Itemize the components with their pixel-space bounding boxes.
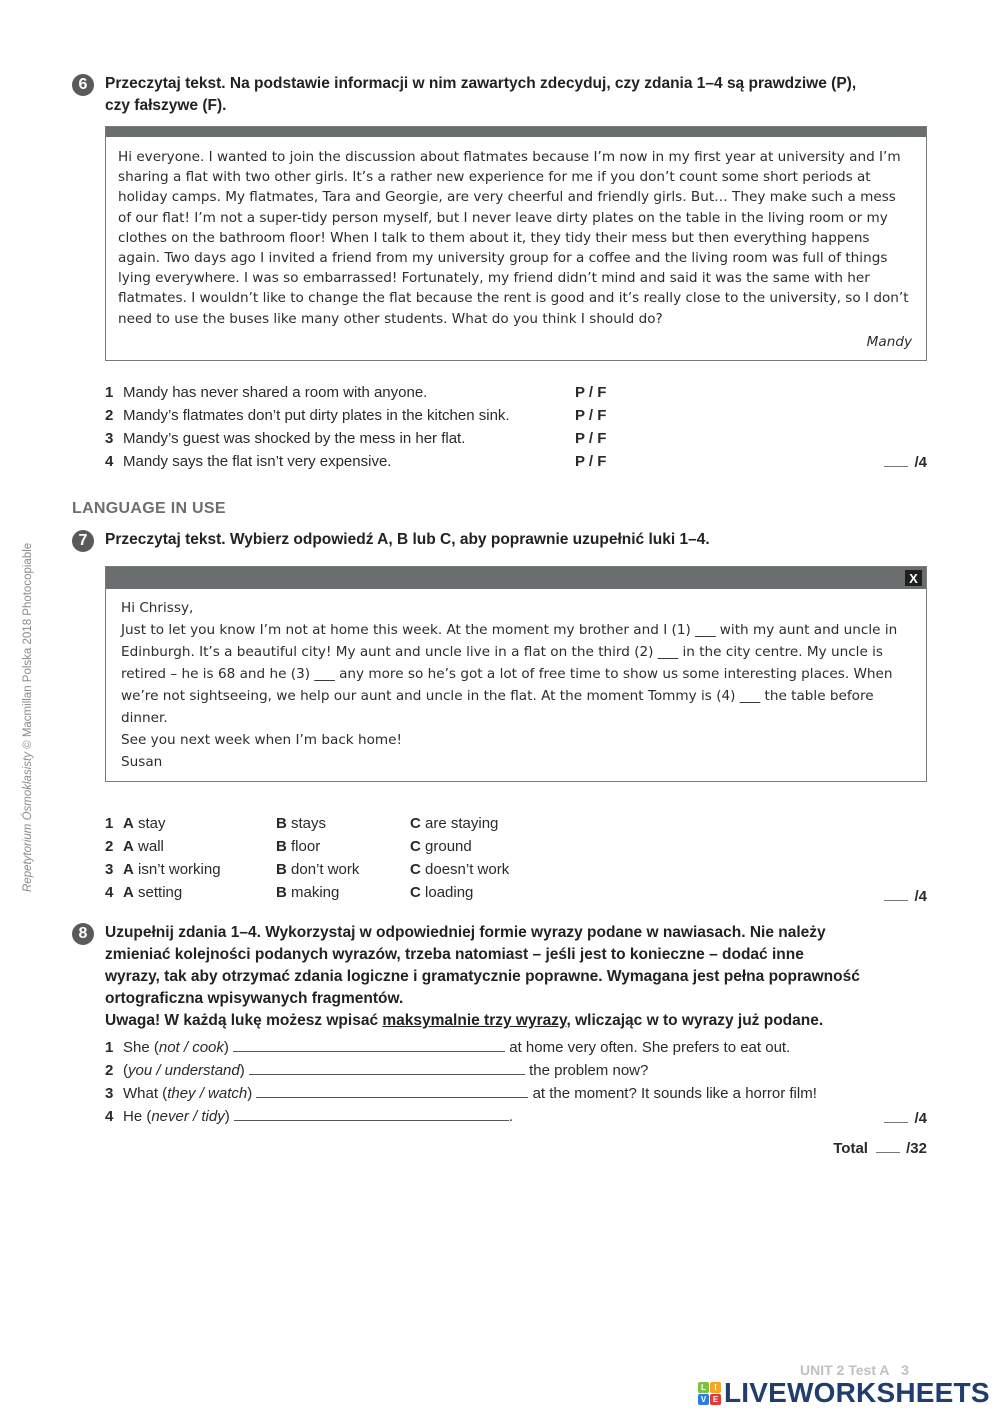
- option-a[interactable]: A isn’t working: [123, 861, 221, 878]
- exercise-8-instruction: [105, 922, 860, 1032]
- statement-text: Mandy has never shared a room with anyone.: [123, 384, 428, 401]
- footer-unit-label: UNIT 2 Test A 3: [800, 1362, 909, 1378]
- true-false-choice[interactable]: P / F: [575, 407, 607, 424]
- total-label: Total: [833, 1140, 868, 1157]
- letter-body: Just to let you know I’m not at home this week. At the moment my brother and I (1) ___ with my aunt and uncle in Edinburgh. It’s a beautiful city! My aunt and uncle live in a flat on the third (2) ___ in the city centre. My uncle is retired – he is 68 and he (3) ___ any more so he’s got a lot of free time to show us some interesting places. When we’re not sightseeing, we help our aunt and uncle in the flat. At the moment Tommy is (4) ___ the table before dinner.: [121, 622, 898, 726]
- exercise-8-score: [884, 1108, 927, 1127]
- option-a[interactable]: A stay: [123, 815, 166, 832]
- answer-blank[interactable]: [234, 1106, 509, 1121]
- text-box-header-bar: [106, 127, 926, 137]
- liveworksheets-logo[interactable]: [698, 1378, 990, 1408]
- statement-text: Mandy says the flat isn’t very expensive.: [123, 453, 392, 470]
- letter-text: [106, 589, 926, 781]
- score-blank[interactable]: [876, 1138, 900, 1153]
- reading-text: [106, 137, 926, 360]
- reading-paragraph: Hi everyone. I wanted to join the discussion about flatmates because I’m now in my first year at university and I’m sharing a flat with two other girls. It’s a rather new experience for me if you don’t count some short periods at holiday camps. My flatmates, Tara and Georgie, are very cheerful and friendly girls. But… They make such a mess of our flat! I’m not a super-tidy person myself, but I never leave dirty plates on the table in the living room or my clothes on the bathroom floor! When I talk to them about it, they tidy their mess but then everything happens again. Two days ago I invited a friend from my university group for a coffee and the living room was full of things lying everywhere. I was so embarrassed! Fortunately, my friend didn’t mind and said it was the same with her flatmates. I wouldn’t like to change the flat because the rent is good and it’s really close to the university, so I don’t need to use the buses like many other students. What do you think I should do?: [118, 149, 909, 327]
- statement-row: [105, 450, 391, 473]
- statement-text: Mandy’s guest was shocked by the mess in her flat.: [123, 430, 466, 447]
- page-number: 3: [901, 1362, 909, 1378]
- letter-text-box: [105, 566, 927, 782]
- sentence-row: 1 She (not / cook) at home very often. She prefers to eat out.: [105, 1039, 791, 1056]
- score-max: /4: [914, 454, 927, 471]
- option-number: 2: [105, 838, 114, 855]
- instruction-line: Przeczytaj tekst. Na podstawie informacji w nim zawartych zdecyduj, czy zdania 1–4 są prawdziwe (P),: [105, 75, 857, 92]
- copyright-sidebar: Repetytorium Ósmoklasisty © Macmillan Polska 2018 Photocopiable: [22, 542, 34, 892]
- exercise-8-header: [72, 922, 860, 1032]
- letter-signature: Susan: [121, 754, 163, 770]
- exercise-number-badge: 8: [72, 923, 94, 945]
- option-c[interactable]: C loading: [410, 884, 474, 901]
- option-b[interactable]: B making: [276, 884, 340, 901]
- score-blank[interactable]: [884, 886, 908, 901]
- score-max: /4: [914, 888, 927, 905]
- answer-blank[interactable]: [249, 1060, 525, 1075]
- answer-blank[interactable]: [233, 1037, 505, 1052]
- option-a[interactable]: A wall: [123, 838, 164, 855]
- option-c[interactable]: C ground: [410, 838, 472, 855]
- answer-blank[interactable]: [256, 1083, 528, 1098]
- total-score: [833, 1138, 927, 1157]
- instruction-line: Uzupełnij zdania 1–4. Wykorzystaj w odpowiedniej formie wyrazy podane w nawiasach. Nie należy: [105, 924, 826, 941]
- exercise-7-header: [72, 529, 710, 552]
- exercise-7-score: [884, 886, 927, 905]
- exercise-6-instruction: [105, 73, 856, 117]
- instruction-note: Uwaga! W każdą lukę możesz wpisać maksymalnie trzy wyrazy, wliczając w to wyrazy już podane.: [105, 1012, 824, 1029]
- true-false-choice[interactable]: P / F: [575, 430, 607, 447]
- statement-row: [105, 404, 510, 427]
- exercise-number-badge: 6: [72, 74, 94, 96]
- exercise-7-instruction: Przeczytaj tekst. Wybierz odpowiedź A, B lub C, aby poprawnie uzupełnić luki 1–4.: [105, 531, 710, 548]
- logo-icon: L I V E: [698, 1382, 721, 1405]
- logo-text: LIVEWORKSHEETS: [724, 1377, 990, 1408]
- letter-closing: See you next week when I’m back home!: [121, 732, 402, 748]
- statement-number: 2: [105, 407, 114, 424]
- instruction-line: wyrazy, tak aby otrzymać zdania logiczne i gramatycznie poprawne. Wymagana jest pełna poprawność: [105, 968, 860, 985]
- option-a[interactable]: A setting: [123, 884, 183, 901]
- close-icon[interactable]: X: [905, 570, 922, 586]
- score-blank[interactable]: [884, 1108, 908, 1123]
- section-title: LANGUAGE IN USE: [72, 500, 226, 517]
- statement-number: 4: [105, 453, 114, 470]
- statement-number: 3: [105, 430, 114, 447]
- sentence-row: 2 (you / understand) the problem now?: [105, 1062, 649, 1079]
- option-c[interactable]: C are staying: [410, 815, 499, 832]
- letter-greeting: Hi Chrissy,: [121, 600, 194, 616]
- statement-number: 1: [105, 384, 114, 401]
- exercise-number-badge: 7: [72, 530, 94, 552]
- option-c[interactable]: C doesn’t work: [410, 861, 510, 878]
- score-blank[interactable]: [884, 452, 908, 467]
- sentence-row: 4 He (never / tidy) .: [105, 1108, 514, 1125]
- instruction-line: ortograficzna wpisywanych fragmentów.: [105, 990, 404, 1007]
- true-false-choice[interactable]: P / F: [575, 453, 607, 470]
- option-b[interactable]: B floor: [276, 838, 321, 855]
- statement-row: [105, 427, 465, 450]
- instruction-line: zmieniać kolejności podanych wyrazów, trzeba natomiast – jeśli jest to konieczne – dodać inne: [105, 946, 804, 963]
- true-false-choice[interactable]: P / F: [575, 384, 607, 401]
- reading-signature: Mandy: [866, 333, 912, 350]
- statement-text: Mandy’s flatmates don’t put dirty plates in the kitchen sink.: [123, 407, 510, 424]
- total-max: /32: [906, 1140, 927, 1157]
- statement-row: [105, 381, 427, 404]
- option-number: 1: [105, 815, 114, 832]
- exercise-6-header: [72, 73, 856, 117]
- instruction-line: czy fałszywe (F).: [105, 97, 227, 114]
- score-max: /4: [914, 1110, 927, 1127]
- reading-text-box: [105, 126, 927, 361]
- option-b[interactable]: B don’t work: [276, 861, 360, 878]
- option-number: 3: [105, 861, 114, 878]
- exercise-6-score: [884, 452, 927, 471]
- text-box-header-bar: [106, 567, 926, 589]
- option-number: 4: [105, 884, 114, 901]
- sentence-row: 3 What (they / watch) at the moment? It sounds like a horror film!: [105, 1085, 817, 1102]
- option-b[interactable]: B stays: [276, 815, 327, 832]
